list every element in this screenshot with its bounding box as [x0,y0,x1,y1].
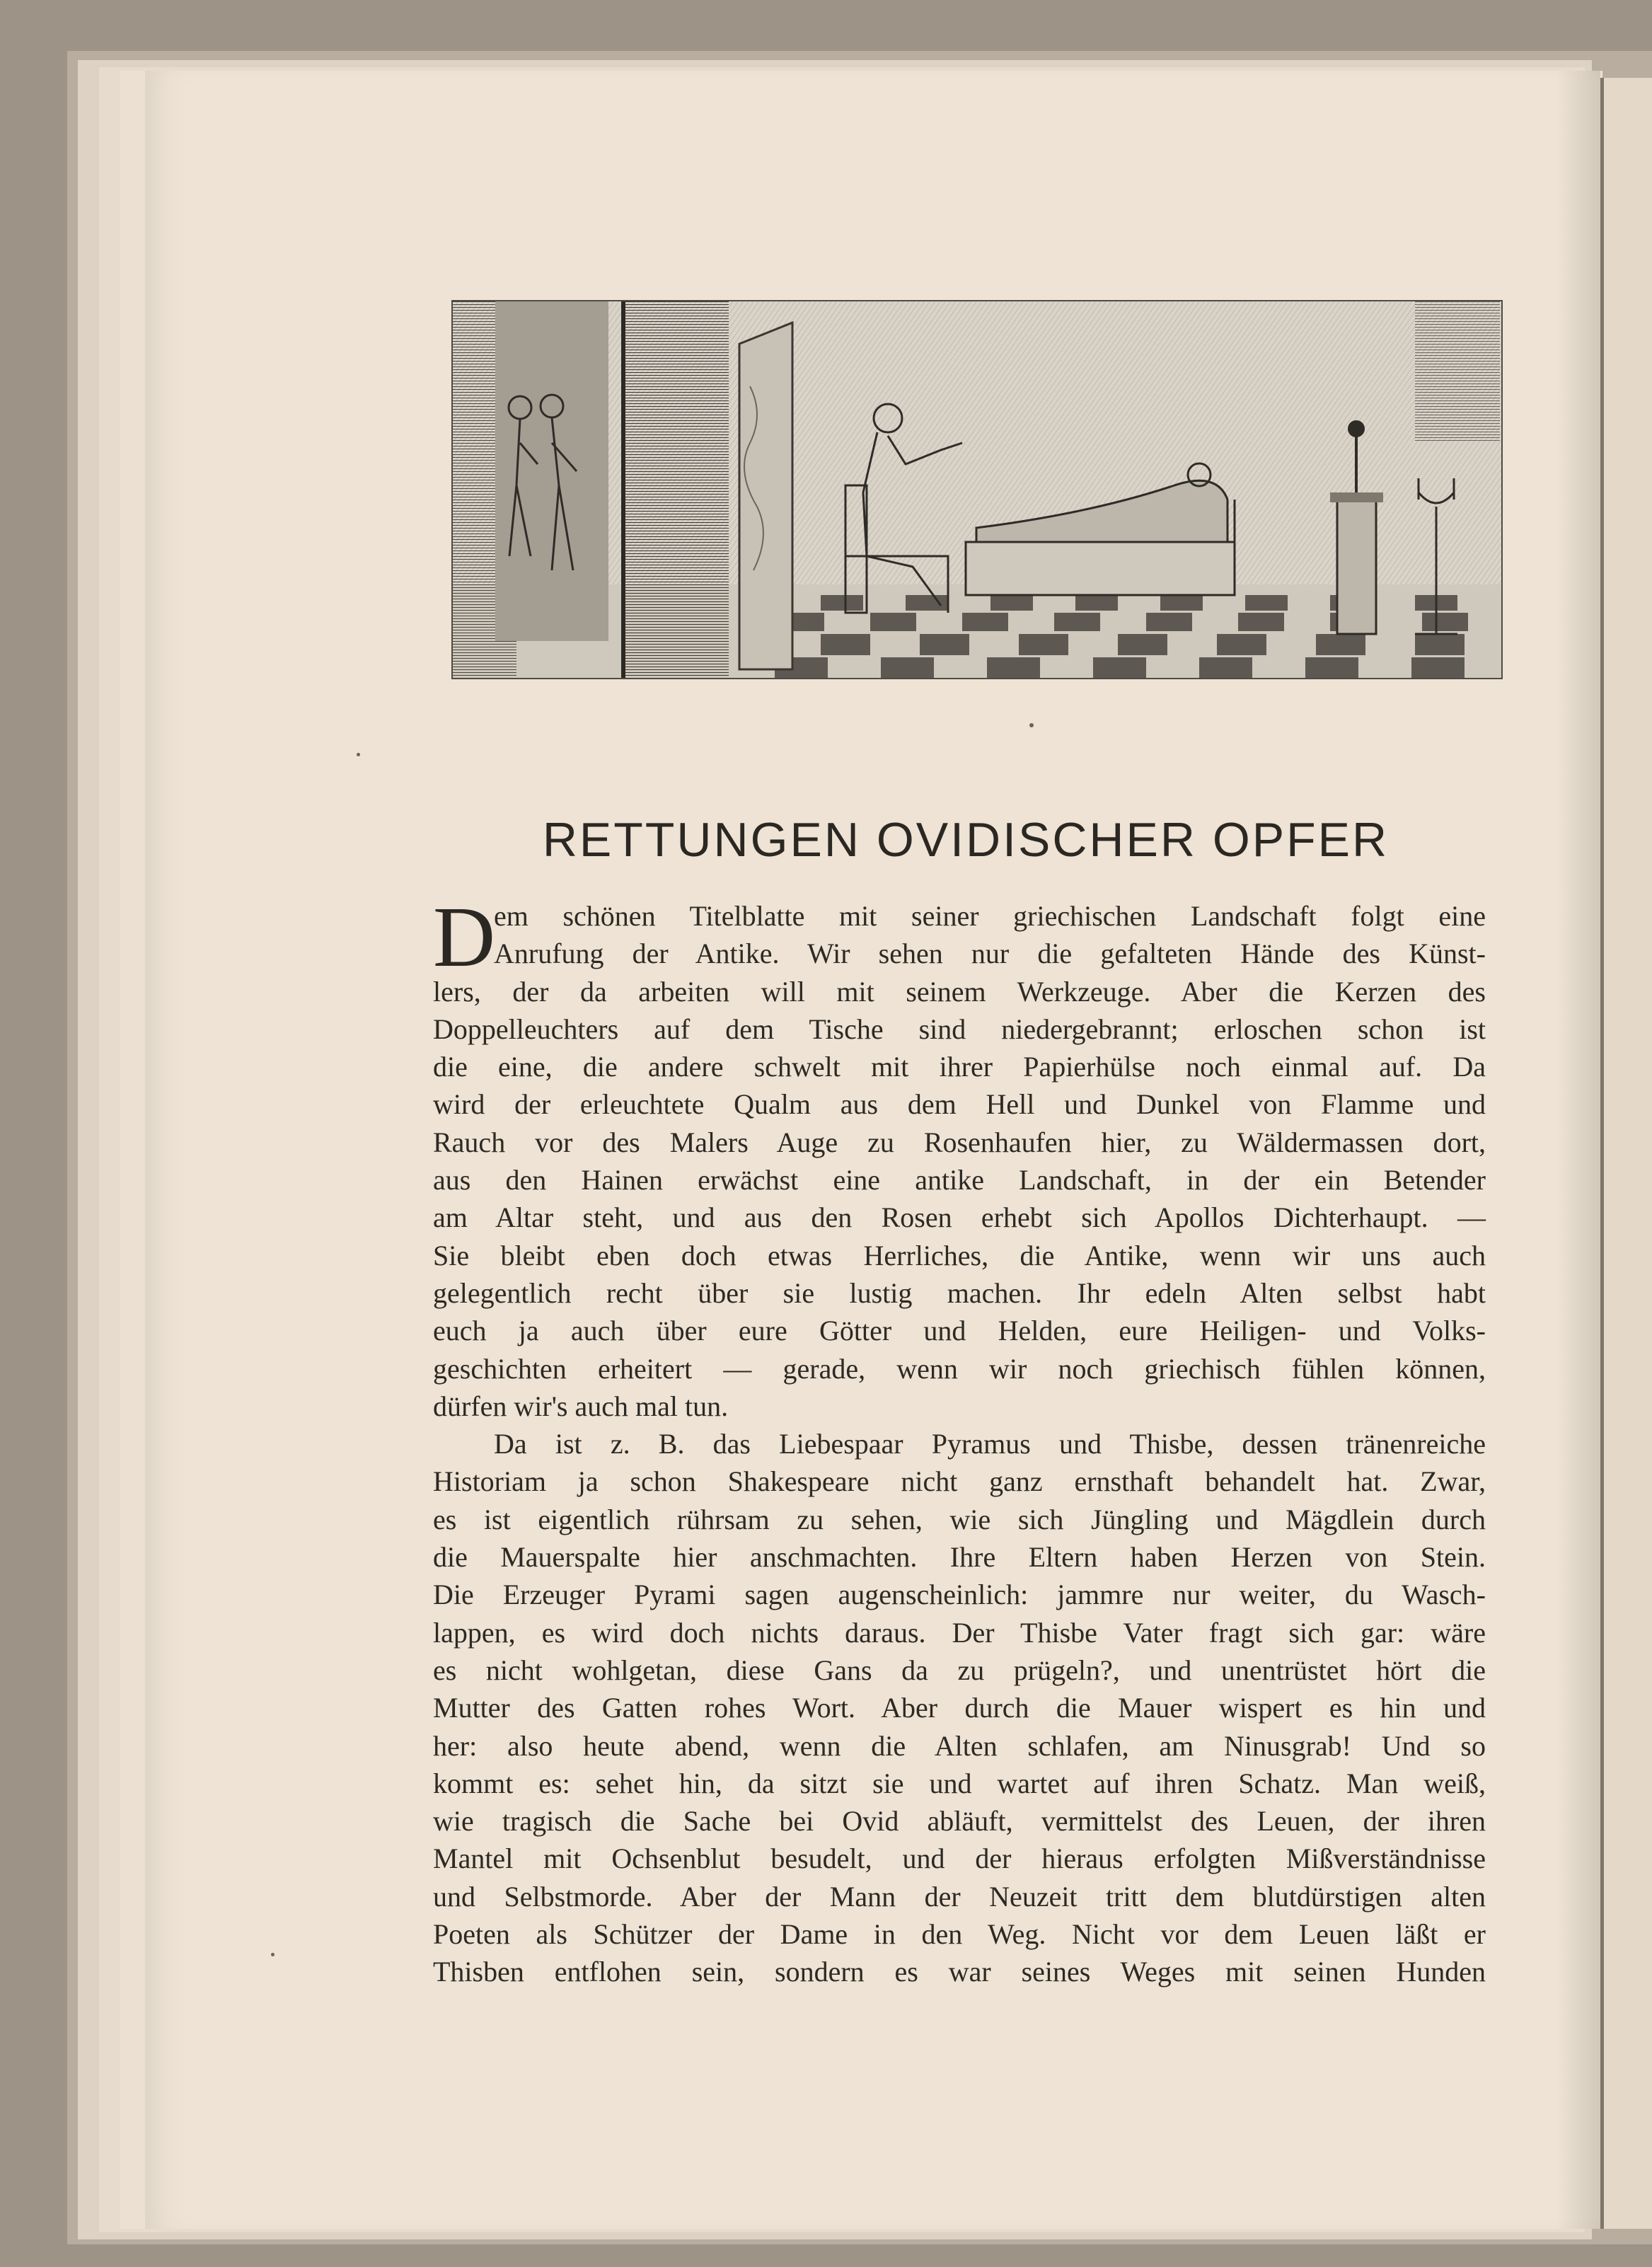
text-line: Doppelleuchters auf dem Tische sind niedergebrannt; erloschen schon ist [433,1013,1486,1045]
text-line: Mantel mit Ochsenblut besudelt, und der hieraus erfolgten Mißverständnisse [433,1842,1486,1875]
paper-speck [271,1953,275,1956]
article-title: RETTUNGEN OVIDISCHER OPFER [542,813,1390,867]
text-line: dürfen wir's auch mal tun. [433,1390,729,1422]
text-line: Poeten als Schützer der Dame in den Weg. Nicht vor dem Leuen läßt er [433,1918,1486,1951]
text-line: es ist eigentlich rührsam zu sehen, wie sich Jüngling und Mägdlein durch [433,1503,1486,1535]
text-line: em schönen Titelblatte mit seiner griechischen Landschaft folgt eine [494,900,1486,932]
gutter-shadow [1556,71,1600,2229]
etching-illustration-icon [453,301,1501,678]
text-line: wird der erleuchtete Qualm aus dem Hell und Dunkel von Flamme und [433,1088,1486,1121]
pedestal [1337,500,1376,634]
text-line: Rauch vor des Malers Auge zu Rosenhaufen hier, zu Wäldermassen dort, [433,1126,1486,1158]
text-line: die Mauerspalte hier anschmachten. Ihre Eltern haben Herzen von Stein. [433,1541,1486,1574]
text-line: Sie bleibt eben doch etwas Herrliches, die Antike, wenn wir uns auch [433,1239,1486,1271]
drop-cap: D [433,889,496,985]
paper-speck [357,753,360,756]
text-line: Thisben entflohen sein, sondern es war seines Weges mit seinen Hunden [433,1956,1486,1988]
text-line: her: also heute abend, wenn die Alten schlafen, am Ninusgrab! Und so [433,1729,1486,1762]
article-body [433,889,1486,1991]
text-line: aus den Hainen erwächst eine antike Landschaft, in der ein Betender [433,1164,1486,1196]
text-line: lappen, es wird doch nichts daraus. Der Thisbe Vater fragt sich gar: wäre [433,1616,1486,1649]
header-illustration [451,300,1503,679]
text-line: am Altar steht, und aus den Rosen erhebt sich Apollos Dichterhaupt. — [433,1201,1486,1234]
text-line: kommt es: sehet hin, da sitzt sie und wartet auf ihren Schatz. Man weiß, [433,1767,1486,1799]
text-line: Die Erzeuger Pyrami sagen augenscheinlich: jammre nur weiter, du Wasch- [433,1579,1486,1611]
text-line: Mutter des Gatten rohes Wort. Aber durch die Mauer wispert es hin und [433,1692,1486,1724]
text-line: und Selbstmorde. Aber der Mann der Neuzeit tritt dem blutdürstigen alten [433,1880,1486,1913]
wall-frame [1415,301,1500,443]
paper-speck [1029,723,1034,727]
curtain [623,301,729,678]
text-line: euch ja auch über eure Götter und Helden, eure Heiligen- und Volks- [433,1315,1486,1347]
text-line: Anrufung der Antike. Wir sehen nur die gefalteten Hände des Künst- [494,938,1486,970]
text-line: lers, der da arbeiten will mit seinem Werkzeuge. Aber die Kerzen des [433,975,1486,1008]
text-line: es nicht wohlgetan, diese Gans da zu prügeln?, und unentrüstet hört die [433,1654,1486,1686]
text-line: Historiam ja schon Shakespeare nicht ganz ernsthaft behandelt hat. Zwar, [433,1465,1486,1498]
text-line: geschichten erheitert — gerade, wenn wir noch griechisch fühlen können, [433,1352,1486,1385]
text-line: gelegentlich recht über sie lustig machen. Ihr edeln Alten selbst habt [433,1276,1486,1309]
facing-page-edge [1600,78,1652,2229]
text-line: Da ist z. B. das Liebespaar Pyramus und Thisbe, dessen tränenreiche [494,1428,1486,1460]
folding-screen [739,323,792,669]
text-line: wie tragisch die Sache bei Ovid abläuft, vermittelst des Leuen, der ihren [433,1805,1486,1838]
text-line: die eine, die andere schwelt mit ihrer Papierhülse noch einmal auf. Da [433,1051,1486,1083]
